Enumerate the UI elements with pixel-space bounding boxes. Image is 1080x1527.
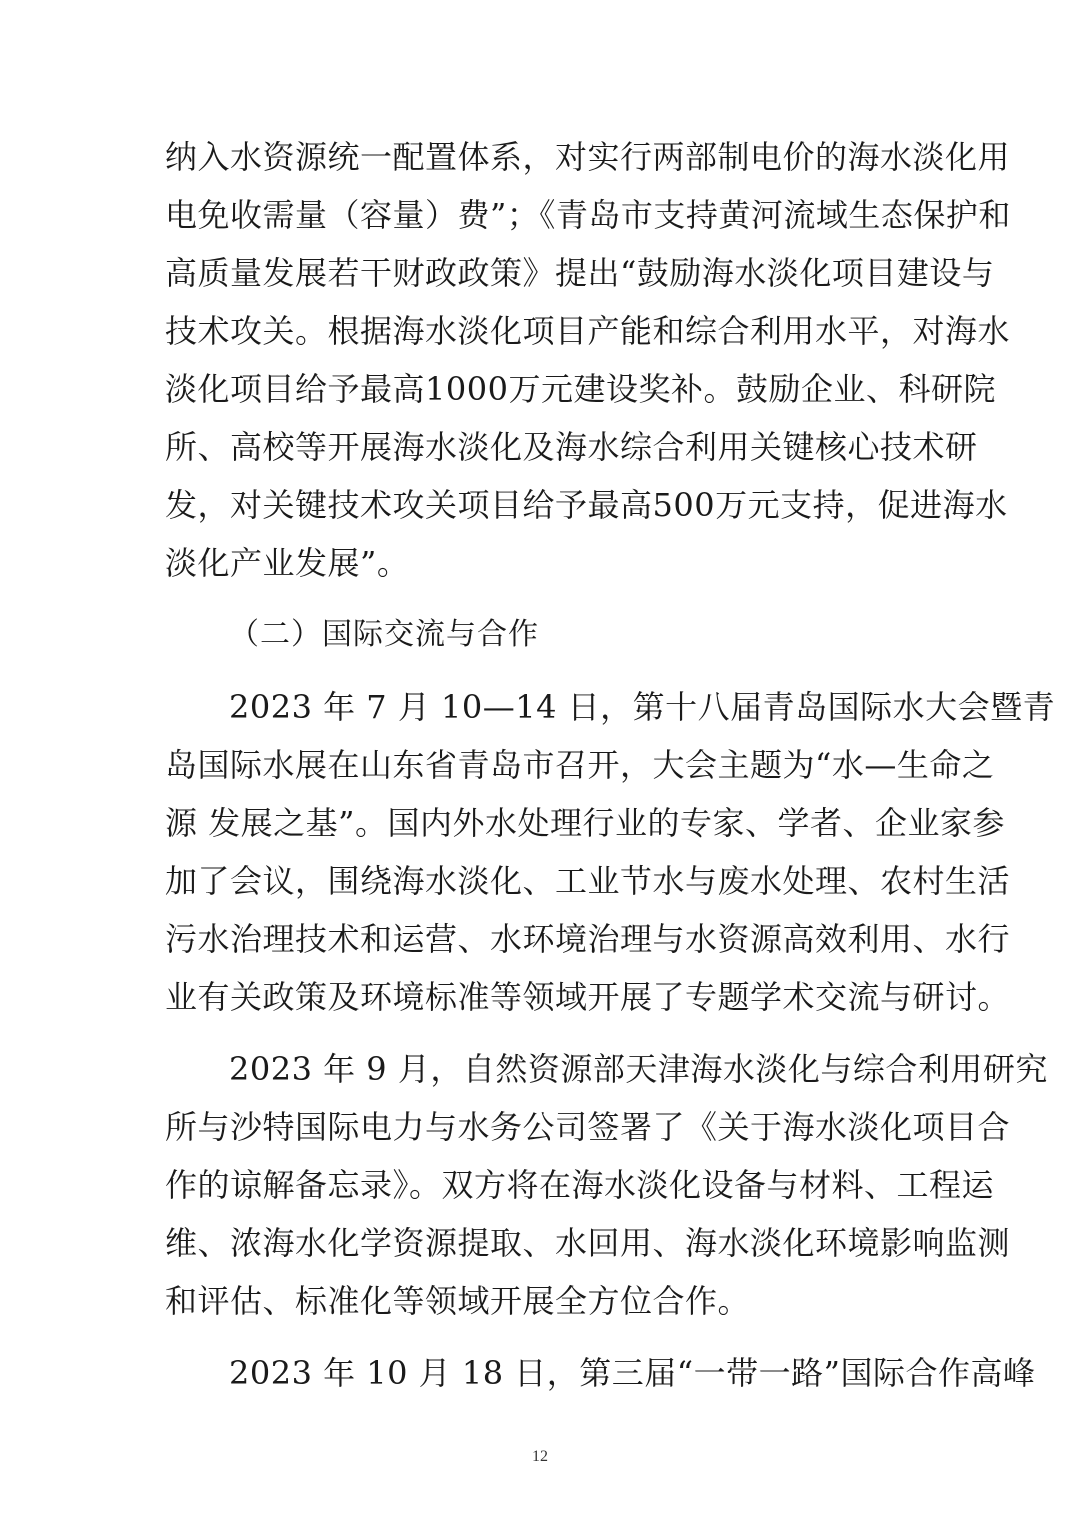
paragraph bbox=[165, 1040, 1048, 1330]
text-line: 业有关政策及环境标准等领域开展了专题学术交流与研讨。 bbox=[165, 978, 1011, 1016]
paragraph-gap bbox=[165, 1330, 917, 1344]
body-text bbox=[165, 128, 1056, 1402]
text-line: 高质量发展若干财政政策》提出“鼓励海水淡化项目建设与 bbox=[165, 254, 995, 292]
text-line: 源 发展之基”。国内外水处理行业的专家、学者、企业家参 bbox=[165, 804, 1006, 842]
text-line: 淡化产业发展”。 bbox=[165, 544, 410, 582]
text-line: 发，对关键技术攻关项目给予最高500万元支持，促进海水 bbox=[165, 486, 1008, 524]
paragraph bbox=[165, 1344, 1036, 1402]
text-line: 2023 年 10 月 18 日，第三届“一带一路”国际合作高峰 bbox=[229, 1354, 1036, 1392]
text-line: 维、浓海水化学资源提取、水回用、海水淡化环境影响监测 bbox=[165, 1224, 1011, 1262]
text-line: 和评估、标准化等领域开展全方位合作。 bbox=[165, 1282, 751, 1320]
section-heading: （二）国际交流与合作 bbox=[229, 617, 539, 652]
paragraph bbox=[165, 678, 1056, 1026]
text-line: 作的谅解备忘录》。双方将在海水淡化设备与材料、工程运 bbox=[165, 1166, 995, 1204]
text-line: 纳入水资源统一配置体系，对实行两部制电价的海水淡化用 bbox=[165, 138, 1011, 176]
text-line: 加了会议，围绕海水淡化、工业节水与废水处理、农村生活 bbox=[165, 862, 1011, 900]
text-line: 技术攻关。根据海水淡化项目产能和综合利用水平，对海水 bbox=[165, 312, 1011, 350]
text-line: 岛国际水展在山东省青岛市召开，大会主题为“水—生命之 bbox=[165, 746, 995, 784]
page-number: 12 bbox=[532, 1448, 548, 1465]
text-line: 2023 年 7 月 10—14 日，第十八届青岛国际水大会暨青 bbox=[229, 688, 1056, 726]
text-line: 电免收需量（容量）费”；《青岛市支持黄河流域生态保护和 bbox=[165, 196, 1011, 234]
paragraph-gap bbox=[165, 592, 917, 606]
text-line: 所、高校等开展海水淡化及海水综合利用关键核心技术研 bbox=[165, 428, 978, 466]
text-line: 2023 年 9 月，自然资源部天津海水淡化与综合利用研究 bbox=[229, 1050, 1048, 1088]
paragraph-gap bbox=[165, 664, 917, 678]
text-line: 所与沙特国际电力与水务公司签署了《关于海水淡化项目合 bbox=[165, 1108, 1011, 1146]
text-line: 淡化项目给予最高1000万元建设奖补。鼓励企业、科研院 bbox=[165, 370, 996, 408]
paragraph bbox=[165, 128, 1011, 592]
text-line: 污水治理技术和运营、水环境治理与水资源高效利用、水行 bbox=[165, 920, 1011, 958]
paragraph-gap bbox=[165, 1026, 917, 1040]
